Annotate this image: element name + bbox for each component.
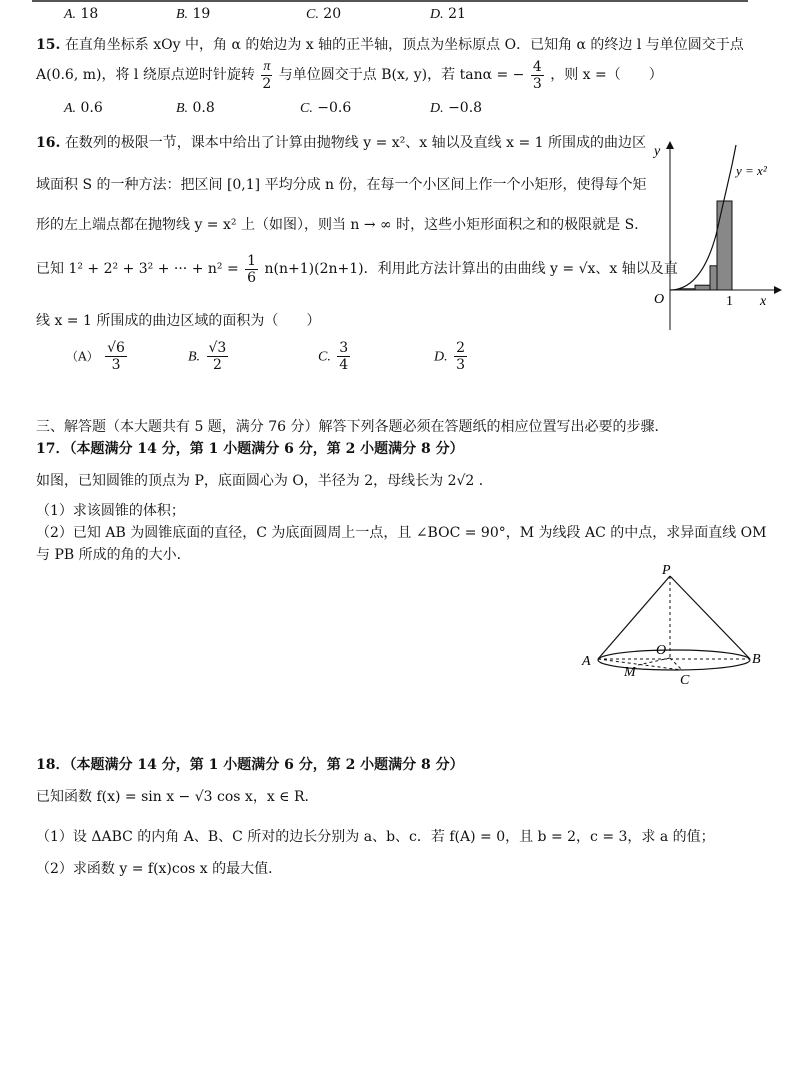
one-label: 1 — [726, 294, 733, 309]
label-A: A — [582, 654, 591, 669]
q16-option-d: D. $\frac{2}{3}$ — [434, 340, 465, 373]
label-P: P — [662, 563, 671, 578]
q16-option-c: C. $\frac{3}{4}$ — [318, 340, 349, 373]
label-O: O — [656, 643, 667, 658]
rectangle-6 — [717, 201, 732, 290]
section-3-title: 三、解答题（本大题共有 5 题，满分 76 分）解答下列各题必须在答题纸的相应位置写出必要的步骤． — [36, 419, 669, 435]
q18-intro: 已知函数 f(x) = sin x − √3 cos x，x ∈ R． — [36, 789, 319, 805]
q16-parabola-figure — [640, 135, 790, 335]
label-B: B — [752, 652, 761, 667]
q16-line2: 域面积 S 的一种方法：把区间 [0,1] 平均分成 n 份，在每一个小区间上作一个小矩形，使得每个矩 — [36, 177, 647, 193]
label-C: C — [680, 673, 690, 688]
q16-line5: 线 x = 1 所围成的曲边区域的面积为（ ） — [36, 313, 321, 329]
q18-part1: （1）设 ΔABC 的内角 A、B、C 所对的边长分别为 a、b、c．若 f(A) = 0，且 b = 2，c = 3，求 a 的值； — [36, 829, 715, 845]
q17-part2-line1: （2）已知 AB 为圆锥底面的直径，C 为底面圆周上一点，且 ∠BOC = 90°，M 为线段 AC 的中点，求异面直线 OM — [36, 525, 767, 541]
rectangle-3 — [695, 285, 710, 290]
q14-option-b: B. 19 — [176, 6, 211, 22]
q16-option-a: （A） $\frac{√6}{3}$ — [66, 340, 125, 373]
y-axis-label: y — [654, 144, 661, 159]
q15-option-c: C. −0.6 — [300, 100, 352, 116]
q15-option-a: A. 0.6 — [64, 100, 103, 116]
q16-option-b: B. $\frac{√3}{2}$ — [188, 340, 227, 373]
q14-option-a: A. 18 — [64, 6, 99, 22]
cone-base — [598, 650, 750, 670]
top-rule — [32, 0, 748, 2]
q15-rotation-fraction: $\frac{\pi}{2}$ — [262, 58, 272, 92]
q18-part2: （2）求函数 y = f(x)cos x 的最大值． — [36, 861, 283, 877]
q18-header: 18．（本题满分 14 分，第 1 小题满分 6 分，第 2 小题满分 8 分） — [36, 757, 464, 773]
q14-option-c: C. 20 — [306, 6, 342, 22]
slant-PB — [670, 576, 750, 659]
q16-line4: 已知 1² + 2² + 3² + ··· + n² = $\frac{1}{6}$ n(n+1)(2n+1)．利用此方法计算出的由曲线 y = √x、x 轴以及直 — [36, 252, 678, 286]
curve-label: y = x² — [736, 163, 767, 178]
q17-header: 17．（本题满分 14 分，第 1 小题满分 6 分，第 2 小题满分 8 分） — [36, 441, 464, 457]
q15-option-d: D. −0.8 — [430, 100, 483, 116]
q14-option-d: D. 21 — [430, 6, 466, 22]
q16-line1: 16. 在数列的极限一节，课本中给出了计算由抛物线 y = x²、x 轴以及直线 x = 1 所围成的曲边区 — [36, 135, 646, 151]
q15-line2: A(0.6, m)，将 l 绕原点逆时针旋转 $\frac{\pi}{2}$ 与单位圆交于点 B(x, y)，若 tanα = − $\frac{4}{3}$ ，则 x =（ ） — [36, 58, 663, 92]
origin-label: O — [654, 292, 665, 307]
q15-line1: 15. 在直角坐标系 xOy 中，角 α 的始边为 x 轴的正半轴，顶点为坐标原点 O．已知角 α 的终边 l 与单位圆交于点 — [36, 37, 744, 53]
label-M: M — [624, 665, 636, 680]
q17-cone-figure — [576, 562, 772, 692]
q16-line3: 形的左上端点都在抛物线 y = x² 上（如图），则当 n → ∞ 时，这些小矩形面积之和的极限就是 S． — [36, 217, 649, 233]
q17-part1: （1）求该圆锥的体积； — [36, 503, 185, 519]
q15-tan-fraction: $\frac{4}{3}$ — [532, 58, 542, 92]
q15-option-b: B. 0.8 — [176, 100, 215, 116]
q17-part2-line2: 与 PB 所成的角的大小． — [36, 547, 191, 563]
x-axis-label: x — [760, 294, 767, 309]
q16-sum-fraction: $\frac{1}{6}$ — [247, 252, 257, 286]
q17-intro: 如图，已知圆锥的顶点为 P，底面圆心为 O，半径为 2，母线长为 2√2 ． — [36, 473, 493, 489]
